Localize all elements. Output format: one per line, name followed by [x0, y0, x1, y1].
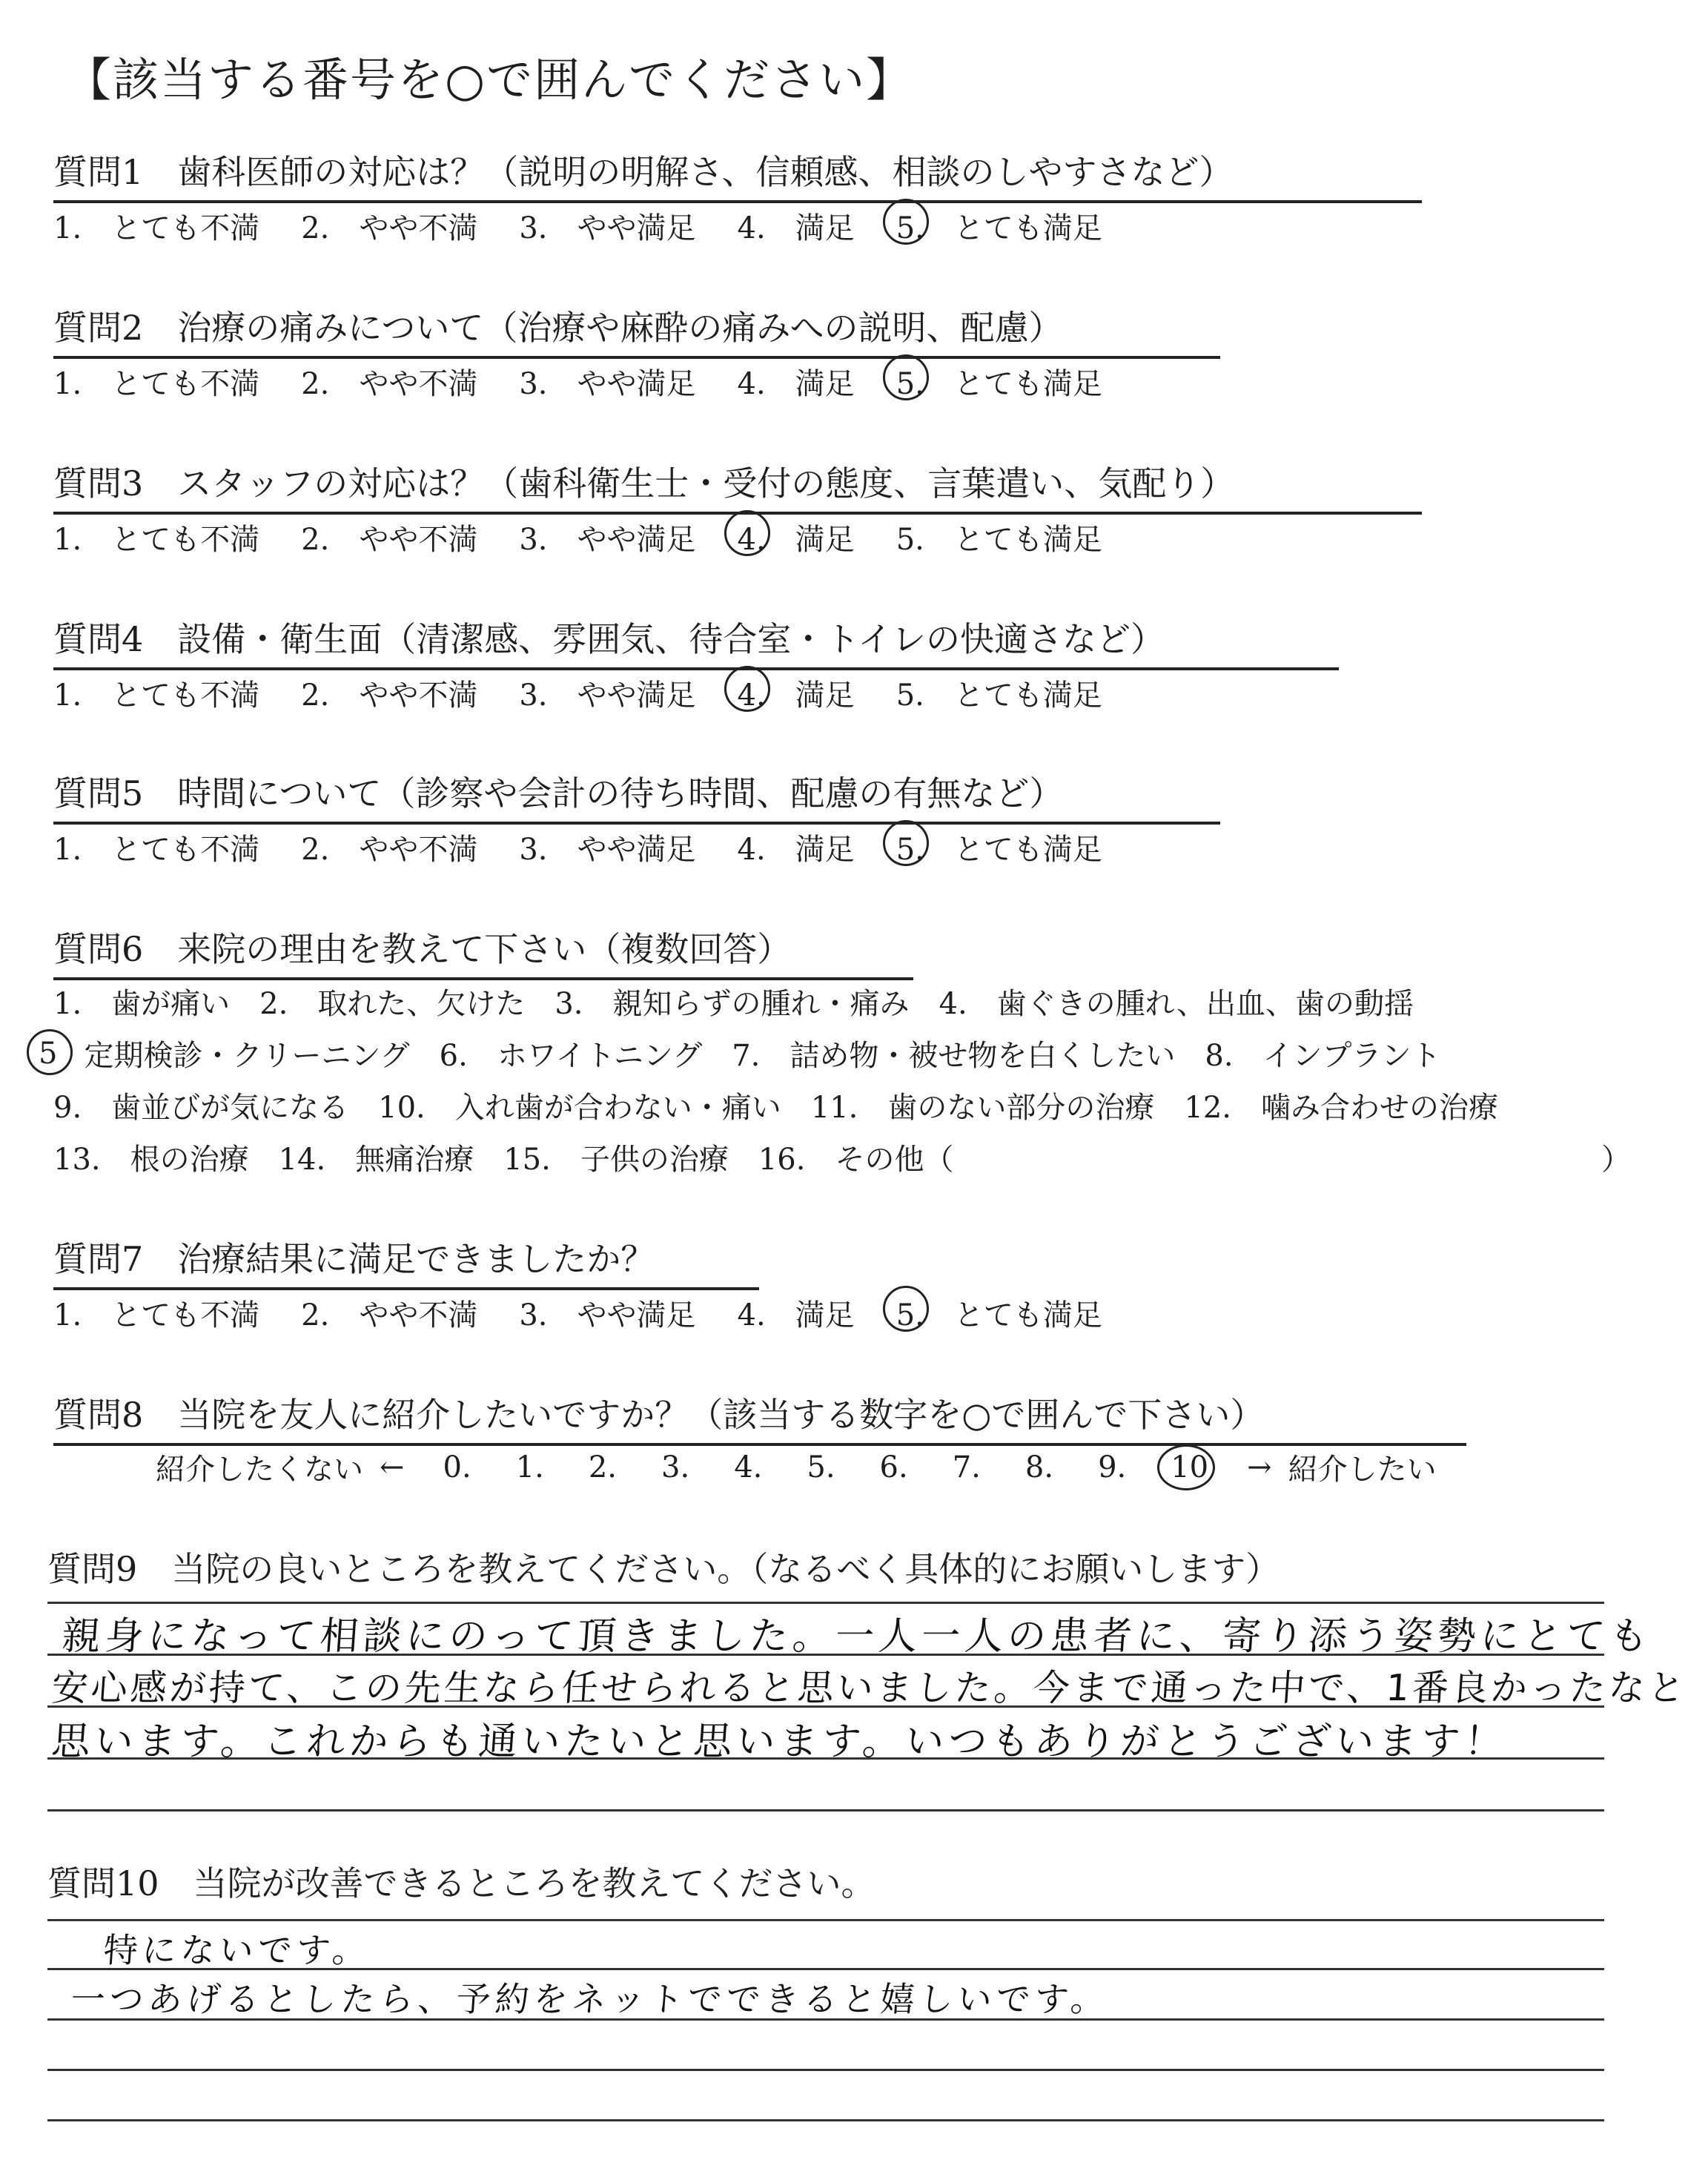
- option-label: 4. 満足: [737, 523, 855, 557]
- scale-right-label: 紹介したい: [1288, 1453, 1437, 1487]
- left-arrow-icon: ←: [380, 1450, 405, 1484]
- handwritten-answer-10-line-2: 一つあげるとしたら、予約をネットでできると嬉しいです。: [69, 1979, 1111, 2019]
- question-2-options: [53, 360, 1144, 403]
- option-1[interactable]: 1. とても不満: [53, 211, 260, 245]
- option-4[interactable]: 4. 満足: [737, 211, 855, 245]
- option-1[interactable]: 1. とても不満: [53, 678, 260, 713]
- option-2[interactable]: 2. やや不満: [301, 1298, 478, 1332]
- selection-circle-icon: [1157, 1444, 1215, 1490]
- option-2[interactable]: 2. やや不満: [301, 678, 478, 713]
- option-label: 5. とても満足: [896, 367, 1102, 401]
- question-number: 質問8: [53, 1395, 144, 1435]
- question-8-heading: [53, 1388, 1466, 1446]
- option-4-selected[interactable]: [738, 516, 855, 558]
- option-5[interactable]: 5. とても満足: [896, 523, 1102, 557]
- question-number: 質問3: [53, 463, 144, 503]
- option-3[interactable]: 3. やや満足: [519, 523, 696, 557]
- option-3[interactable]: 3. やや満足: [519, 678, 696, 713]
- scale-0[interactable]: 0.: [443, 1450, 471, 1484]
- handwritten-answer-9-line-1: 親身になって相談にのって頂きました。一人一人の患者に、寄り添う姿勢にとても: [60, 1614, 1655, 1659]
- question-number: 質問5: [53, 773, 144, 813]
- scale-8[interactable]: 8.: [1025, 1450, 1054, 1484]
- option-3[interactable]: 3. やや満足: [519, 211, 696, 245]
- question-4-options: [53, 672, 1144, 714]
- referral-scale: [156, 1446, 1437, 1488]
- option-2[interactable]: 2. やや不満: [301, 211, 478, 245]
- selection-circle-icon: [883, 1286, 929, 1332]
- reason-line-2: [33, 1032, 1441, 1074]
- reason-line-3[interactable]: 9. 歯並びが気になる 10. 入れ歯が合わない・痛い 11. 歯のない部分の治療 12. 噛み合わせの治療: [53, 1091, 1499, 1125]
- option-5[interactable]: 5. とても満足: [896, 678, 1102, 713]
- question-6-heading: [53, 922, 913, 980]
- answer-rule: [47, 2119, 1604, 2121]
- option-5-selected[interactable]: [896, 360, 1102, 403]
- question-10-heading: [47, 1857, 875, 1906]
- answer-rule: [47, 1602, 1604, 1604]
- reason-5-selected[interactable]: [33, 1037, 57, 1071]
- page-title: 【該当する番号を○で囲んでください】: [65, 53, 914, 107]
- option-5-selected[interactable]: [896, 1292, 1102, 1334]
- selection-circle-icon: [883, 820, 929, 866]
- reason-line-2-text[interactable]: 定期検診・クリーニング 6. ホワイトニング 7. 詰め物・被せ物を白くしたい 8. インプラント: [84, 1039, 1441, 1073]
- option-1[interactable]: 1. とても不満: [53, 523, 260, 557]
- answer-rule: [47, 2069, 1604, 2071]
- answer-rule: [47, 1919, 1604, 1921]
- option-label: 5. とても満足: [896, 211, 1102, 245]
- question-number: 質問6: [53, 929, 144, 969]
- handwritten-answer-9-line-2: 安心感が持て、この先生なら任せられると思いました。今まで通った中で、1番良かったなと: [50, 1667, 1689, 1709]
- question-text: 治療の痛みについて（治療や麻酔の痛みへの説明、配慮）: [177, 308, 1063, 348]
- question-number: 質問1: [53, 152, 144, 192]
- reason-other-close: ）: [1601, 1143, 1631, 1177]
- question-5-heading: [53, 767, 1220, 825]
- answer-rule: [47, 1809, 1604, 1811]
- scale-5[interactable]: 5.: [807, 1450, 835, 1484]
- selection-circle-icon: [883, 354, 929, 400]
- option-1[interactable]: 1. とても不満: [53, 367, 260, 401]
- question-text: スタッフの対応は？（歯科衛生士・受付の態度、言葉遣い、気配り）: [177, 463, 1235, 503]
- selection-circle-icon: [724, 666, 770, 712]
- question-text: 来院の理由を教えて下さい（複数回答）: [177, 929, 792, 969]
- option-3[interactable]: 3. やや満足: [519, 367, 696, 401]
- option-5-selected[interactable]: [896, 205, 1102, 247]
- question-text: 当院の良いところを教えてください。（なるべく具体的にお願いします）: [171, 1549, 1280, 1589]
- option-5-selected[interactable]: [896, 826, 1102, 868]
- question-text: 当院を友人に紹介したいですか？（該当する数字を○で囲んで下さい）: [177, 1395, 1265, 1435]
- question-7-options: [53, 1292, 1144, 1334]
- option-label: 5: [39, 1036, 58, 1071]
- reason-line-4[interactable]: 13. 根の治療 14. 無痛治療 15. 子供の治療 16. その他（: [53, 1143, 954, 1177]
- scale-2[interactable]: 2.: [588, 1450, 618, 1484]
- option-3[interactable]: 3. やや満足: [519, 833, 696, 867]
- option-4[interactable]: 4. 満足: [737, 833, 855, 867]
- question-text: 歯科医師の対応は？（説明の明解さ、信頼感、相談のしやすさなど）: [177, 152, 1234, 192]
- scale-6[interactable]: 6.: [879, 1450, 908, 1484]
- selection-circle-icon: [27, 1029, 73, 1075]
- scale-9[interactable]: 9.: [1098, 1450, 1127, 1484]
- question-1-heading: [53, 145, 1422, 203]
- handwritten-answer-10-line-1: 特にないです。: [102, 1930, 373, 1970]
- question-1-options: [53, 205, 1144, 247]
- scale-7[interactable]: 7.: [952, 1450, 981, 1484]
- option-4[interactable]: 4. 満足: [737, 367, 855, 401]
- option-2[interactable]: 2. やや不満: [301, 833, 478, 867]
- question-text: 設備・衛生面（清潔感、雰囲気、待合室・トイレの快適さなど）: [177, 619, 1165, 659]
- question-3-heading: [53, 457, 1422, 515]
- option-3[interactable]: 3. やや満足: [519, 1298, 696, 1332]
- scale-4[interactable]: 4.: [734, 1450, 763, 1484]
- handwritten-answer-9-line-3: 思います。これからも通いたいと思います。いつもありがとうございます！: [50, 1720, 1509, 1764]
- question-7-heading: [53, 1232, 759, 1290]
- question-text: 治療結果に満足できましたか？: [177, 1239, 655, 1279]
- question-3-options: [53, 516, 1144, 558]
- scale-3[interactable]: 3.: [661, 1450, 690, 1484]
- option-label: 10: [1171, 1450, 1209, 1484]
- question-text: 時間について（診察や会計の待ち時間、配慮の有無など）: [177, 773, 1064, 813]
- question-5-options: [53, 826, 1144, 868]
- scale-left-label: 紹介したくない: [156, 1453, 363, 1487]
- question-2-heading: [53, 301, 1220, 359]
- selection-circle-icon: [724, 510, 770, 556]
- reason-line-1[interactable]: 1. 歯が痛い 2. 取れた、欠けた 3. 親知らずの腫れ・痛み 4. 歯ぐきの腫れ、出血、歯の動揺: [53, 987, 1414, 1021]
- question-number: 質問2: [53, 308, 144, 348]
- right-arrow-icon: →: [1247, 1450, 1272, 1484]
- scale-1[interactable]: 1.: [515, 1450, 544, 1484]
- option-4-selected[interactable]: [738, 672, 855, 714]
- option-1[interactable]: 1. とても不満: [53, 1298, 260, 1332]
- option-4[interactable]: 4. 満足: [737, 1298, 855, 1332]
- question-text: 当院が改善できるところを教えてください。: [193, 1863, 875, 1903]
- scale-10-selected[interactable]: [1171, 1450, 1208, 1484]
- question-number: 質問9: [47, 1549, 138, 1589]
- selection-circle-icon: [883, 199, 929, 245]
- question-number: 質問4: [53, 619, 144, 659]
- option-label: 5. とても満足: [896, 1298, 1102, 1332]
- question-4-heading: [53, 612, 1339, 670]
- option-2[interactable]: 2. やや不満: [301, 367, 478, 401]
- option-1[interactable]: 1. とても不満: [53, 833, 260, 867]
- option-label: 4. 満足: [737, 678, 855, 713]
- question-9-heading: [47, 1542, 1280, 1591]
- option-label: 5. とても満足: [896, 833, 1102, 867]
- question-number: 質問10: [47, 1863, 159, 1903]
- option-2[interactable]: 2. やや不満: [301, 523, 478, 557]
- question-number: 質問7: [53, 1239, 144, 1279]
